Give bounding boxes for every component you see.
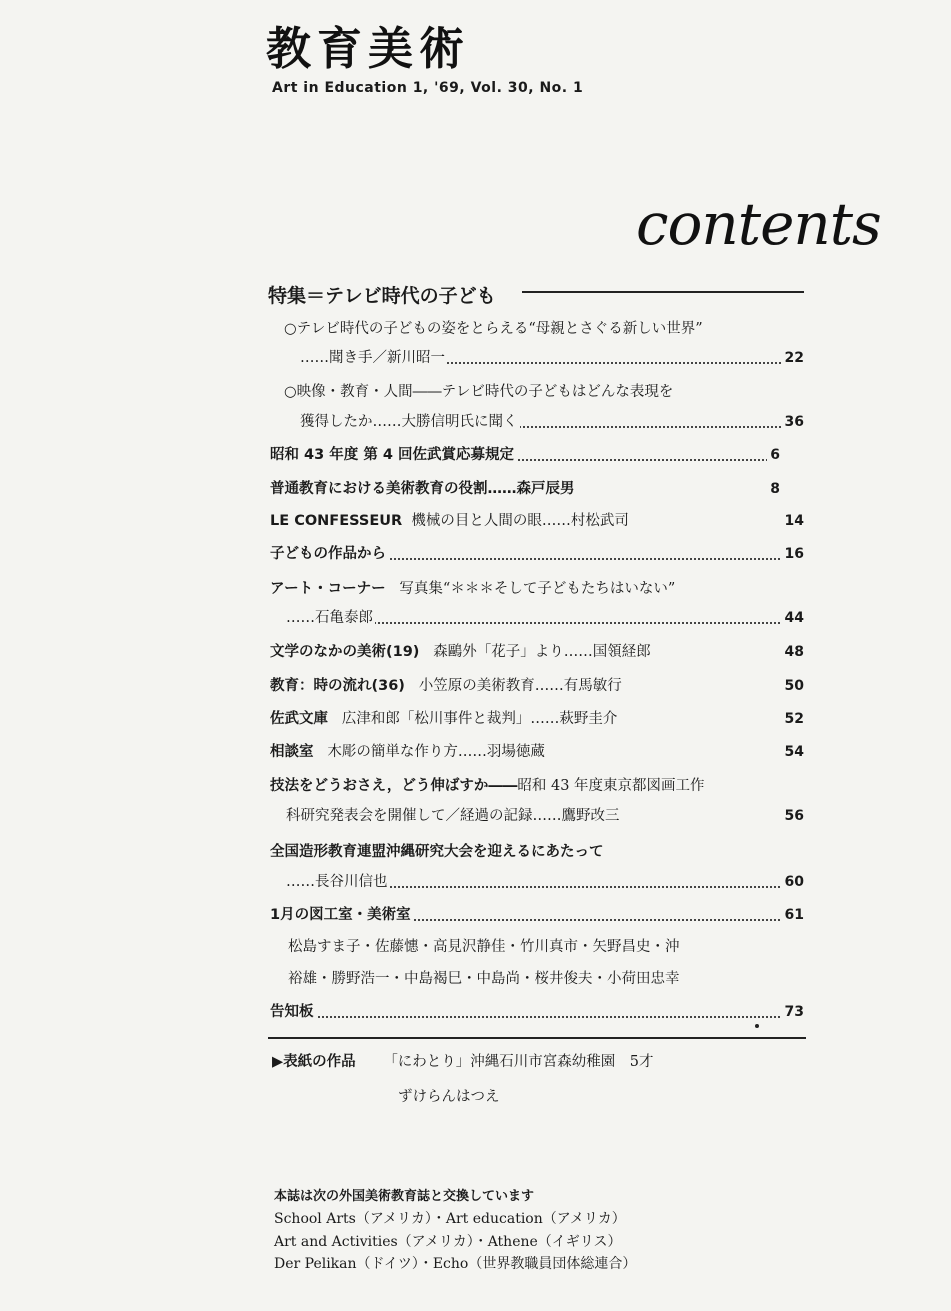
- feature-item-2-line1: ○映像・教育・人間――テレビ時代の子どもはどんな表現を: [284, 384, 674, 400]
- toc-entry-line1: 全国造形教育連盟沖縄研究大会を迎えるにあたって: [270, 844, 604, 860]
- cover-work: 「にわとり」沖縄石川市宮森幼稚園 5才: [383, 1054, 654, 1070]
- entry-title: 木彫の簡単な作り方……羽場徳蔵: [327, 744, 545, 760]
- feature-item-1[interactable]: [300, 346, 804, 370]
- toc-entry[interactable]: [270, 509, 804, 533]
- page-number: 73: [782, 1000, 804, 1024]
- page-number: 8: [767, 477, 780, 501]
- toc-entry[interactable]: [270, 740, 804, 764]
- issue-info: Art in Education 1, '69, Vol. 30, No. 1: [272, 80, 584, 96]
- toc-entry[interactable]: [286, 804, 804, 828]
- entry-bold: 佐武文庫: [270, 711, 328, 727]
- entry-line2: ……長谷川信也: [286, 870, 390, 894]
- cover-label: ▶表紙の作品: [272, 1054, 356, 1070]
- entry-line2: ……石亀泰郎: [286, 606, 375, 630]
- toc-entry[interactable]: [286, 870, 804, 894]
- page-number: 50: [782, 674, 804, 698]
- page-number: 60: [782, 870, 804, 894]
- toc-entry[interactable]: [270, 542, 804, 566]
- entry-bold: 相談室: [270, 744, 314, 760]
- entry-title: 森鷗外「花子」より……国領経郎: [433, 644, 651, 660]
- toc-entry-line1: [270, 774, 705, 798]
- contributors-line2: 裕雄・勝野浩一・中島褐巳・中島尚・桜井俊夫・小荷田忠幸: [288, 971, 680, 987]
- page-number: 56: [782, 804, 804, 828]
- toc-entry[interactable]: [270, 477, 780, 501]
- page-number: 54: [782, 740, 804, 764]
- contributors-line1: 松島すま子・佐藤憓・高見沢静佳・竹川真市・矢野昌史・沖: [288, 939, 680, 955]
- entry-bold: 教育：時の流れ(36): [270, 678, 405, 694]
- exchange-line: Der Pelikan（ドイツ）・Echo（世界教職員団体総連合）: [274, 1256, 637, 1272]
- toc-entry[interactable]: [270, 443, 780, 467]
- entry-title: 昭和 43 年度東京都図画工作: [517, 778, 705, 794]
- feature-item-2[interactable]: [300, 410, 804, 434]
- page-number: 6: [767, 443, 780, 467]
- page-number: 36: [782, 410, 804, 434]
- entry-title: 1月の図工室・美術室: [270, 903, 413, 927]
- page-number: 48: [782, 640, 804, 664]
- entry-bold: 技法をどうおさえ，どう伸ばすか――: [270, 778, 518, 794]
- entry-title: 小笠原の美術教育……有馬敏行: [418, 678, 622, 694]
- leader-dots: [270, 1016, 804, 1018]
- feature-item-1-line2: ……聞き手／新川昭一: [300, 346, 447, 370]
- page-number: 52: [782, 707, 804, 731]
- feature-heading: 特集＝テレビ時代の子ども: [268, 285, 496, 307]
- feature-item-2-line2: 獲得したか……大勝信明氏に聞く: [300, 410, 520, 434]
- entry-bold: LE CONFESSEUR: [270, 513, 403, 529]
- speck: [755, 1024, 759, 1028]
- toc-entry[interactable]: [270, 1000, 804, 1024]
- section-divider: [268, 1037, 806, 1039]
- page-number: 16: [782, 542, 804, 566]
- entry-title: 昭和 43 年度 第 4 回佐武賞応募規定: [270, 443, 516, 467]
- entry-bold: 文学のなかの美術(19): [270, 644, 420, 660]
- feature-rule: [522, 291, 804, 293]
- page-number: 14: [782, 509, 804, 533]
- toc-entry[interactable]: [270, 674, 804, 698]
- page-number: 61: [782, 903, 804, 927]
- cover-artist: ずけらんはつえ: [398, 1089, 500, 1105]
- exchange-line: School Arts（アメリカ）・Art education（アメリカ）: [274, 1211, 626, 1227]
- exchange-line: Art and Activities（アメリカ）・Athene（イギリス）: [274, 1234, 622, 1250]
- page-number: 44: [782, 606, 804, 630]
- magazine-title: 教育美術: [266, 22, 471, 75]
- toc-entry[interactable]: [286, 606, 804, 630]
- entry-title: 告知板: [270, 1000, 316, 1024]
- entry-title: 広津和郎「松川事件と裁判」……萩野圭介: [341, 711, 618, 727]
- entry-title: 写真集“＊＊＊そして子どもたちはいない”: [399, 581, 676, 597]
- contents-heading: contents: [636, 190, 881, 258]
- page-number: 22: [782, 346, 804, 370]
- toc-entry[interactable]: [270, 640, 804, 664]
- exchange-heading: 本誌は次の外国美術教育誌と交換しています: [274, 1189, 535, 1204]
- entry-title: 機械の目と人間の眼……村松武司: [411, 513, 629, 529]
- entry-line2: 科研究発表会を開催して／経過の記録……鷹野改三: [286, 804, 622, 828]
- entry-bold: アート・コーナー: [270, 581, 386, 597]
- toc-entry[interactable]: [270, 707, 804, 731]
- toc-entry-line1: [270, 577, 675, 601]
- feature-item-1-line1: ○テレビ時代の子どもの姿をとらえる“母親とさぐる新しい世界”: [284, 321, 703, 337]
- entry-title: 子どもの作品から: [270, 542, 388, 566]
- toc-entry[interactable]: [270, 903, 804, 927]
- entry-title: 普通教育における美術教育の役割……森戸辰男: [270, 477, 577, 501]
- cover-info: [272, 1050, 654, 1074]
